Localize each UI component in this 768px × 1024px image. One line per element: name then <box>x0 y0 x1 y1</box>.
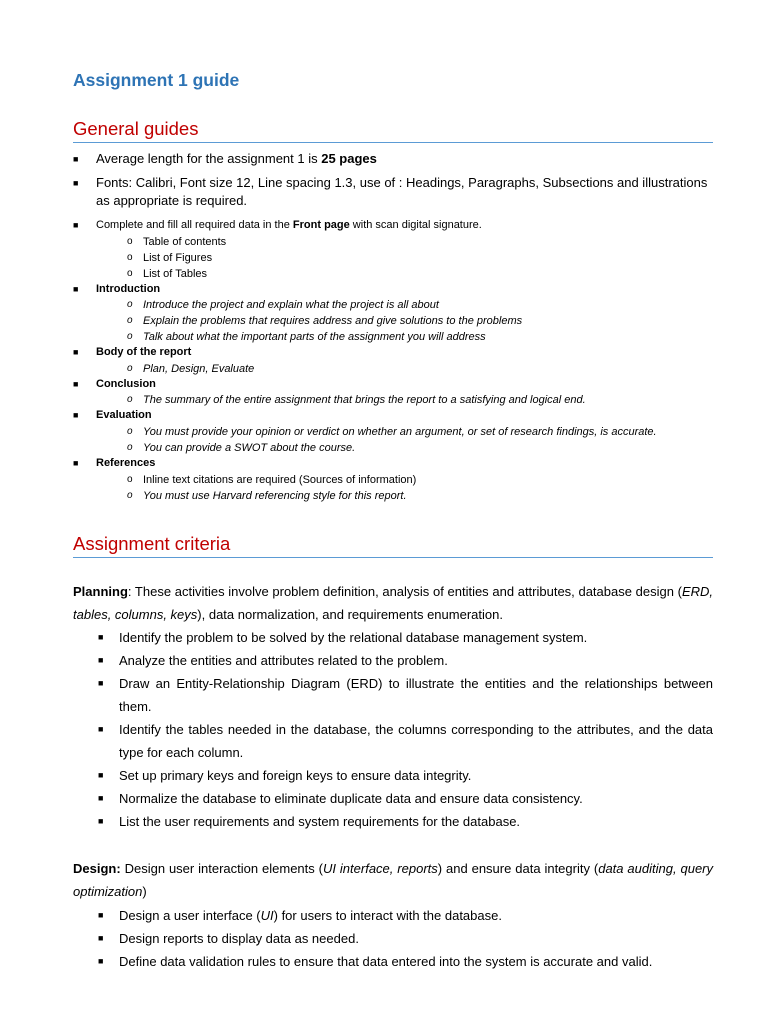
square-bullet-icon: ■ <box>73 178 79 188</box>
sub-list <box>96 361 713 377</box>
sub-list-item: o List of Figures <box>127 251 213 264</box>
circle-bullet-icon: o <box>127 315 133 327</box>
sub-list-item: o Explain the problems that requires address and give solutions to the problems <box>127 315 523 328</box>
circle-bullet-icon: o <box>127 362 133 374</box>
square-bullet-icon: ■ <box>98 933 104 943</box>
list-item: ■ Design reports to display data as needed. <box>73 927 713 950</box>
sub-list <box>96 472 713 504</box>
list-item: ■ Body of the report o Plan, Design, Evaluate <box>73 345 713 377</box>
list-item: ■ Conclusion o The summary of the entire assignment that brings the report to a satisfying and logical end. <box>73 377 713 409</box>
list-item: ■ Design a user interface (UI) for users to interact with the database. <box>73 904 713 927</box>
sub-list <box>96 297 713 345</box>
square-bullet-icon: ■ <box>98 724 104 734</box>
list-item: ■ Draw an Entity-Relationship Diagram (ERD) to illustrate the entities and the relationships between them. <box>73 672 713 718</box>
list-item: ■ Fonts: Calibri, Font size 12, Line spacing 1.3, use of : Headings, Paragraphs, Subsections and illustrations as appropriate is required. <box>73 175 708 208</box>
list-item: ■ Analyze the entities and attributes related to the problem. <box>73 649 713 672</box>
square-bullet-icon: ■ <box>98 770 104 780</box>
sub-list <box>96 392 713 408</box>
section-heading-general-guides: General guides <box>73 118 713 143</box>
square-bullet-icon: ■ <box>98 632 104 642</box>
list-item: ■ Normalize the database to eliminate duplicate data and ensure data consistency. <box>73 787 713 810</box>
square-bullet-icon: ■ <box>73 378 79 389</box>
square-bullet-icon: ■ <box>73 347 79 358</box>
sub-list-item: o Introduce the project and explain what the project is all about <box>127 299 439 312</box>
sub-list-item: o Table of contents <box>127 235 227 248</box>
square-bullet-icon: ■ <box>98 956 104 966</box>
circle-bullet-icon: o <box>127 394 133 406</box>
sub-list-item: o The summary of the entire assignment that brings the report to a satisfying and logical end. <box>127 394 586 407</box>
square-bullet-icon: ■ <box>73 457 79 468</box>
planning-paragraph: Planning: These activities involve problem definition, analysis of entities and attributes, database design (ERD, tables, columns, keys), data normalization, and requirements enumeration. <box>73 584 713 622</box>
general-guides-list <box>73 150 713 504</box>
list-item: ■ Define data validation rules to ensure that data entered into the system is accurate and valid. <box>73 950 713 973</box>
sub-list-item: o Talk about what the important parts of the assignment you will address <box>127 331 486 344</box>
square-bullet-icon: ■ <box>98 816 104 826</box>
sub-list-item: o Plan, Design, Evaluate <box>127 362 255 375</box>
list-item: ■ Set up primary keys and foreign keys to ensure data integrity. <box>73 764 713 787</box>
list-item: ■ References o Inline text citations are required (Sources of information) o You must use Harvard referencing style for this report. <box>73 456 713 504</box>
circle-bullet-icon: o <box>127 251 133 263</box>
document-title: Assignment 1 guide <box>73 70 240 90</box>
sub-list-item: o You must provide your opinion or verdict on whether an argument, or set of research findings, is accurate. <box>127 425 657 438</box>
sub-list <box>96 234 713 282</box>
square-bullet-icon: ■ <box>73 410 79 421</box>
square-bullet-icon: ■ <box>73 283 79 294</box>
list-item: ■ Identify the problem to be solved by the relational database management system. <box>73 626 713 649</box>
list-item: ■ Evaluation o You must provide your opinion or verdict on whether an argument, or set of research findings, is accurate. o You can provide a SWOT about the course. <box>73 408 713 456</box>
circle-bullet-icon: o <box>127 441 133 453</box>
square-bullet-icon: ■ <box>73 220 79 230</box>
circle-bullet-icon: o <box>127 267 133 279</box>
circle-bullet-icon: o <box>127 473 133 485</box>
design-paragraph: Design: Design user interaction elements (UI interface, reports) and ensure data integrity (data auditing, query optimization) <box>73 861 714 899</box>
circle-bullet-icon: o <box>127 489 133 501</box>
list-item: ■ Identify the tables needed in the database, the columns corresponding to the attributes, and the data type for each column. <box>73 718 713 764</box>
list-item: ■ Complete and fill all required data in the Front page with scan digital signature. o Table of contents o List of Figures o List of Tables <box>73 218 713 282</box>
list-item: ■ List the user requirements and system requirements for the database. <box>73 810 713 833</box>
sub-list <box>96 424 713 456</box>
square-bullet-icon: ■ <box>73 154 79 164</box>
circle-bullet-icon: o <box>127 299 133 311</box>
list-item: ■ Introduction o Introduce the project and explain what the project is all about o Explain the problems that requires address and give solutions to the problems o Talk about what the important parts of the assignment you will address <box>73 282 713 346</box>
sub-list-item: o You must use Harvard referencing style for this report. <box>127 489 407 502</box>
circle-bullet-icon: o <box>127 235 133 247</box>
square-bullet-icon: ■ <box>98 910 104 920</box>
square-bullet-icon: ■ <box>98 793 104 803</box>
list-item: ■ Average length for the assignment 1 is 25 pages <box>73 151 377 166</box>
square-bullet-icon: ■ <box>98 678 104 688</box>
circle-bullet-icon: o <box>127 425 133 437</box>
sub-list-item: o Inline text citations are required (Sources of information) <box>127 473 417 486</box>
sub-list-item: o You can provide a SWOT about the course. <box>127 441 356 454</box>
section-heading-assignment-criteria: Assignment criteria <box>73 533 713 558</box>
circle-bullet-icon: o <box>127 331 133 343</box>
sub-list-item: o List of Tables <box>127 267 208 280</box>
design-list <box>73 904 713 973</box>
planning-list <box>73 626 713 833</box>
square-bullet-icon: ■ <box>98 655 104 665</box>
